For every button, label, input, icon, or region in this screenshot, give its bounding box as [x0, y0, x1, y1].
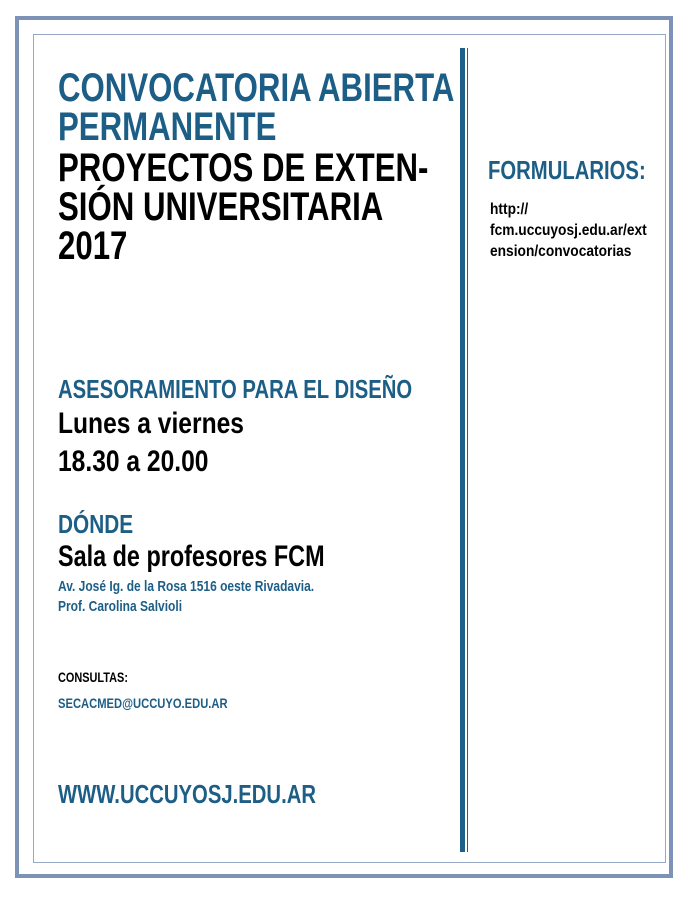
title-line-5: 2017	[58, 224, 128, 268]
where-contact-person: Prof. Carolina Salvioli	[58, 598, 183, 615]
website-link[interactable]: WWW.UCCUYOSJ.EDU.AR	[58, 779, 317, 809]
consultas-label: CONSULTAS:	[58, 669, 128, 685]
forms-url-line-3[interactable]: ension/convocatorias	[490, 243, 632, 260]
forms-url-line-2[interactable]: fcm.uccuyosj.edu.ar/ext	[490, 222, 647, 239]
title-line-3: PROYECTOS DE EXTEN-	[58, 146, 429, 190]
where-heading: DÓNDE	[58, 509, 134, 539]
title-line-1: CONVOCATORIA ABIERTA	[58, 66, 455, 110]
title-line-2: PERMANENTE	[58, 105, 277, 149]
design-hours: 18.30 a 20.00	[58, 445, 209, 478]
forms-url-line-1[interactable]: http://	[490, 201, 529, 218]
forms-heading: FORMULARIOS:	[488, 155, 646, 185]
column-divider-thin	[467, 48, 468, 852]
title-line-4: SIÓN UNIVERSITARIA	[58, 185, 384, 229]
where-place: Sala de profesores FCM	[58, 540, 325, 573]
column-divider	[460, 48, 465, 852]
design-days: Lunes a viernes	[58, 407, 244, 440]
consultas-email-link[interactable]: SECACMED@UCCUYO.EDU.AR	[58, 695, 228, 711]
where-address: Av. José Ig. de la Rosa 1516 oeste Rivadavia.	[58, 578, 315, 595]
design-heading: ASESORAMIENTO PARA EL DISEÑO	[58, 374, 413, 404]
